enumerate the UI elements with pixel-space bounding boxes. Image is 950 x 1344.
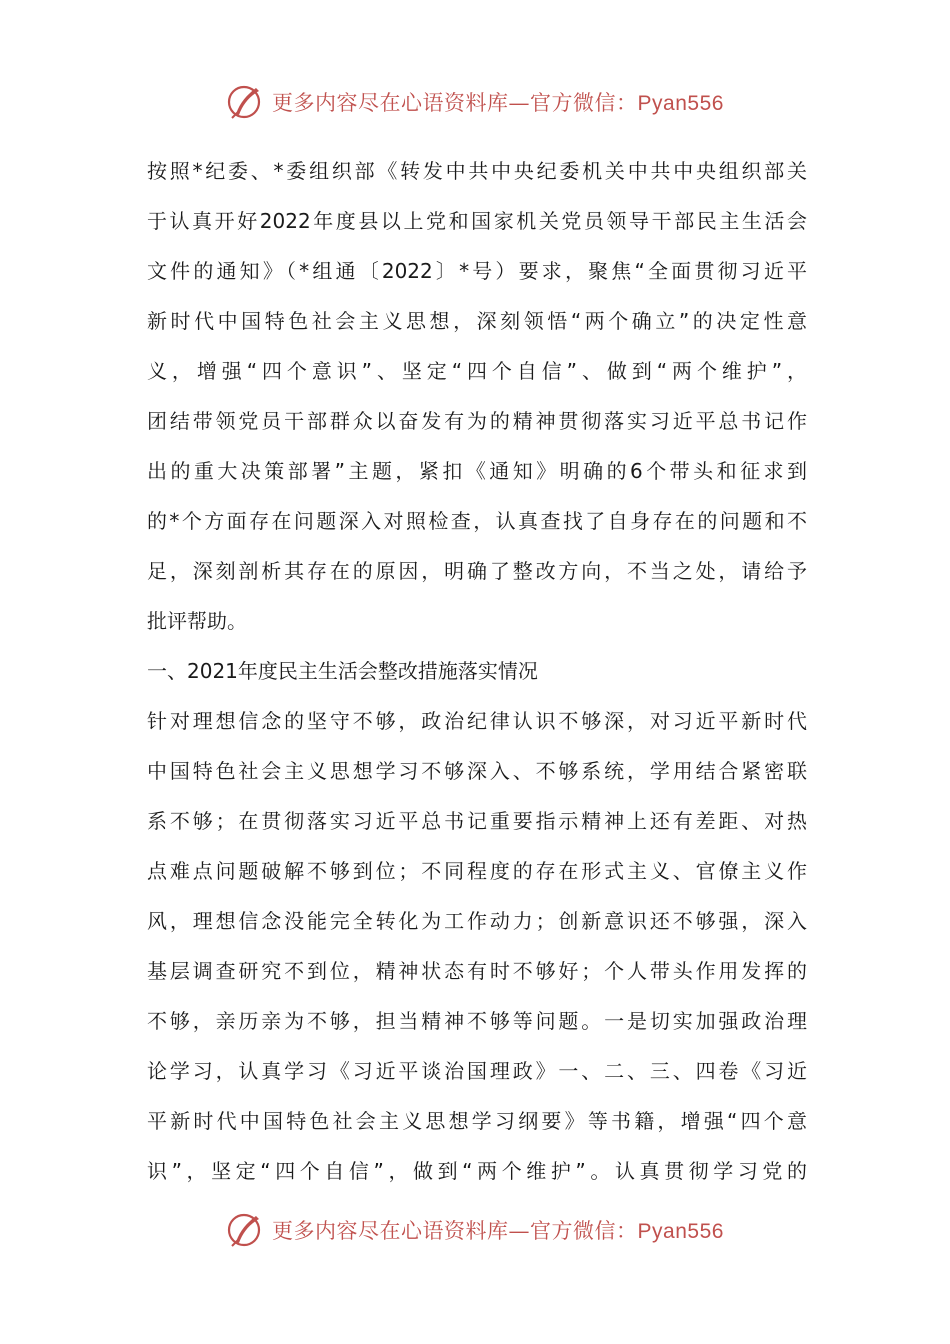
text-line: 基层调查研究不到位，精神状态有时不够好；个人带头作用发挥的 <box>147 959 807 983</box>
text-line: 风，理想信念没能完全转化为工作动力；创新意识还不够强，深入 <box>147 909 807 933</box>
text-line: 批评帮助。 <box>147 609 247 633</box>
watermark-text: 更多内容尽在心语资料库—官方微信：Pyan556 <box>272 91 724 115</box>
text-line: 团结带领党员干部群众以奋发有为的精神贯彻落实习近平总书记作 <box>147 409 807 433</box>
text-line: 识”，坚定“四个自信”，做到“两个维护”。认真贯彻学习党的 <box>147 1159 807 1183</box>
quill-pen-logo-icon <box>226 82 266 122</box>
text-line: 点难点问题破解不够到位；不同程度的存在形式主义、官僚主义作 <box>147 859 807 883</box>
text-line: 中国特色社会主义思想学习不够深入、不够系统，学用结合紧密联 <box>147 759 807 783</box>
text-line: 足，深刻剖析其存在的原因，明确了整改方向，不当之处，请给予 <box>147 559 807 583</box>
text-line: 义，增强“四个意识”、坚定“四个自信”、做到“两个维护”， <box>147 359 807 383</box>
text-line: 于认真开好2022年度县以上党和国家机关党员领导干部民主生活会 <box>147 209 807 233</box>
quill-pen-logo-icon <box>226 1210 266 1250</box>
text-line: 的*个方面存在问题深入对照检查，认真查找了自身存在的问题和不 <box>147 509 807 533</box>
text-line: 按照*纪委、*委组织部《转发中共中央纪委机关中共中央组织部关 <box>147 159 807 183</box>
watermark-text: 更多内容尽在心语资料库—官方微信：Pyan556 <box>272 1219 724 1243</box>
text-line: 不够，亲历亲为不够，担当精神不够等问题。一是切实加强政治理 <box>147 1009 807 1033</box>
text-line: 新时代中国特色社会主义思想，深刻领悟“两个确立”的决定性意 <box>147 309 807 333</box>
text-line: 出的重大决策部署”主题，紧扣《通知》明确的6个带头和征求到 <box>147 459 807 483</box>
footer-watermark <box>0 1210 950 1250</box>
section-heading: 一、2021年度民主生活会整改措施落实情况 <box>147 659 538 683</box>
header-watermark <box>0 82 950 122</box>
text-line: 论学习，认真学习《习近平谈治国理政》一、二、三、四卷《习近 <box>147 1059 807 1083</box>
text-line: 文件的通知》（*组通〔2022〕*号）要求，聚焦“全面贯彻习近平 <box>147 259 807 283</box>
text-line: 系不够；在贯彻落实习近平总书记重要指示精神上还有差距、对热 <box>147 809 807 833</box>
document-body <box>147 146 807 1196</box>
text-line: 平新时代中国特色社会主义思想学习纲要》等书籍，增强“四个意 <box>147 1109 807 1133</box>
text-line: 针对理想信念的坚守不够，政治纪律认识不够深，对习近平新时代 <box>147 709 807 733</box>
